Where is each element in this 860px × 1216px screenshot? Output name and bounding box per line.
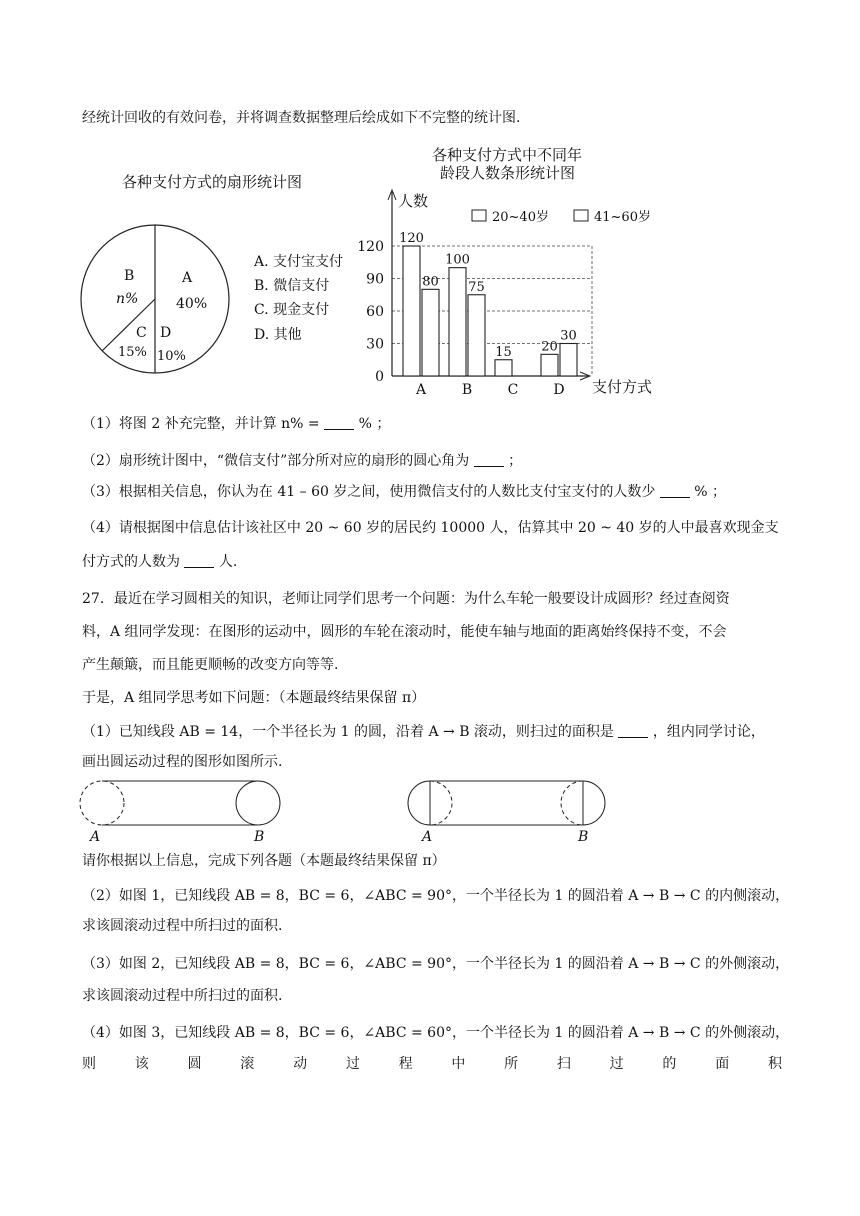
bar-chart [330,140,670,402]
pie-legend-a: A. 支付宝支付 [254,254,344,270]
p27-q1-blank[interactable] [618,723,648,738]
dashed-start-circle [80,781,124,825]
bar-value-label: 30 [560,328,577,344]
p27-q4-word: 过 [345,1056,360,1072]
bar-value-label: 75 [468,279,485,295]
q1-end: % ； [358,416,391,432]
bar-value-label: 15 [495,344,512,360]
x-category-label: C [507,382,519,398]
bar-chart-title-line2: 龄段人数条形统计图 [440,164,576,182]
x-category-label: D [553,382,565,398]
y-tick-label: 120 [357,239,384,255]
q3-blank[interactable] [660,483,690,498]
bar-legend [472,209,651,225]
pie-slice-d-letter: D [160,325,172,341]
pie-chart-title: 各种支付方式的扇形统计图 [122,173,303,191]
p27-q4-word: 则 [82,1056,96,1072]
rolling-circle-figures [78,778,638,846]
figure-left [80,781,280,845]
legend-swatch-20-40 [472,210,486,221]
p27-q4-word: 圆 [187,1056,202,1072]
p27-q1-prompt: （1）已知线段 AB = 14，一个半径长为 1 的圆，沿着 A → B 滚动，则扫过的面积是 [82,724,614,740]
y-tick-label: 60 [366,304,384,320]
label-b-right: B [578,829,589,845]
figure-right [408,781,605,845]
q1-blank[interactable] [324,415,354,430]
q4-line2 [82,552,237,572]
intro-text: 经统计回收的有效问卷，并将调查数据整理后绘成如下不完整的统计图. [82,110,521,126]
q2-text [82,451,522,471]
x-category-label: B [461,382,473,398]
bar-C-series1 [495,360,512,376]
pie-slice-b-pct: n% [116,291,139,307]
pie-legend-c: C. 现金支付 [254,302,330,318]
y-tick-label: 30 [366,336,384,353]
y-tick-label: 90 [366,271,384,288]
bar-chart-title-line1: 各种支付方式中不同年 [432,146,583,164]
pie-slice-d-pct: 10% [157,349,186,364]
q2-end: ； [508,453,523,469]
p27-q2-line1: （2）如图 1，已知线段 AB = 8，BC = 6，∠ABC = 90°，一个半径长为 1 的圆沿着 A → B → C 的内侧滚动， [82,888,790,904]
bar-value-label: 120 [399,231,424,246]
label-a-right: A [422,829,433,845]
p27-q2-line2: 求该圆滚动过程中所扫过的面积. [82,918,283,934]
p27-line2: 料，A 组同学发现：在图形的运动中，圆形的车轮在滚动时，能使车轴与地面的距离始终保持不变，不会 [82,624,727,640]
x-category-label: A [415,382,427,398]
end-circle [236,781,280,825]
p27-line3: 产生颠簸，而且能更顺畅的改变方向等等. [82,657,339,673]
p27-q4-word: 中 [451,1056,466,1072]
p27-q4-word: 的 [662,1056,677,1072]
q3-prompt: （3）根据相关信息，你认为在 41 – 60 岁之间，使用微信支付的人数比支付宝支付的人数少 [82,484,656,500]
right-semicircle [583,781,605,825]
bar-chart-xlabel: 支付方式 [592,378,653,396]
q1-prompt: （1）将图 2 补充完整，并计算 n% = [82,416,320,432]
pie-chart [78,222,238,382]
y-tick-label: 0 [375,369,384,385]
pie-slice-c-pct: 15% [118,345,147,360]
q2-blank[interactable] [474,452,504,467]
bar-value-label: 20 [541,339,558,355]
q4-blank[interactable] [184,553,214,568]
pie-slice-b-letter: B [124,268,135,284]
q1-text [82,414,390,434]
p27-line4: 于是，A 组同学思考如下问题：（本题最终结果保留 π） [82,690,426,706]
bar-A-series1 [403,246,420,376]
label-a-left: A [90,829,101,845]
legend-label-20-40: 20~40岁 [492,210,549,225]
pie-slice-a-letter: A [182,270,193,286]
p27-q1-end: ，组内同学讨论， [652,724,765,740]
p27-q4-line1: （4）如图 3，已知线段 AB = 8，BC = 6，∠ABC = 60°，一个半径长为 1 的圆沿着 A → B → C 的外侧滚动， [82,1025,790,1041]
bar-D-series2 [560,344,577,377]
p27-q3-line2: 求该圆滚动过程中所扫过的面积. [82,988,283,1004]
q3-end: % ； [694,484,727,500]
bar-value-label: 80 [422,274,439,290]
bar-B-series2 [468,295,485,376]
p27-q4-word: 滚 [240,1056,255,1072]
pie-slice-c-letter: C [136,325,147,341]
p27-q1-line2: 画出圆运动过程的图形如图所示. [82,754,283,770]
pie-slice-a-pct: 40% [176,296,208,312]
bar-categories [415,382,565,398]
p27-q4-word: 动 [293,1056,308,1072]
pie-legend-b: B. 微信支付 [254,278,330,294]
bar-D-series1 [541,354,558,376]
p27-q4-line2 [82,1054,782,1074]
p27-info: 请你根据以上信息，完成下列各题（本题最终结果保留 π） [82,853,446,869]
right-dashed-semicircle [561,781,583,825]
p27-q4-word: 过 [609,1056,624,1072]
p27-q3-line1: （3）如图 2，已知线段 AB = 8，BC = 6，∠ABC = 90°，一个半径长为 1 的圆沿着 A → B → C 的外侧滚动， [82,956,790,972]
p27-line1: 27．最近在学习圆相关的知识，老师让同学们思考一个问题：为什么车轮一般要设计成圆形？经过查阅资 [82,591,730,607]
bar-ticks [357,239,384,385]
q4-prompt: 付方式的人数为 [82,554,180,570]
p27-q4-word: 扫 [556,1056,571,1072]
q2-prompt: （2）扇形统计图中，“微信支付”部分所对应的扇形的圆心角为 [82,453,470,469]
p27-q4-word: 程 [398,1056,413,1072]
q4-end: 人. [218,554,238,570]
bar-value-label: 100 [445,252,470,268]
q4-line1: （4）请根据图中信息估计该社区中 20 ~ 60 岁的居民约 10000 人，估算其中 20 ~ 40 岁的人中最喜欢现金支 [82,520,779,536]
pie-legend-d: D. 其他 [254,327,302,343]
p27-q4-word: 所 [504,1056,519,1072]
p27-q4-word: 积 [767,1056,782,1072]
left-dashed-semicircle [430,781,452,825]
bar-chart-ylabel: 人数 [398,192,429,210]
bar-B-series1 [449,268,466,376]
p27-q1-line1 [82,722,765,742]
p27-q4-word: 该 [134,1056,149,1072]
legend-label-41-60: 41~60岁 [594,210,651,225]
label-b-left: B [254,829,265,845]
bar-A-series2 [422,289,439,376]
q3-text [82,482,726,502]
p27-q4-word: 面 [715,1056,730,1072]
bar-marks [399,231,577,376]
legend-swatch-41-60 [574,210,588,221]
left-semicircle [408,781,430,825]
